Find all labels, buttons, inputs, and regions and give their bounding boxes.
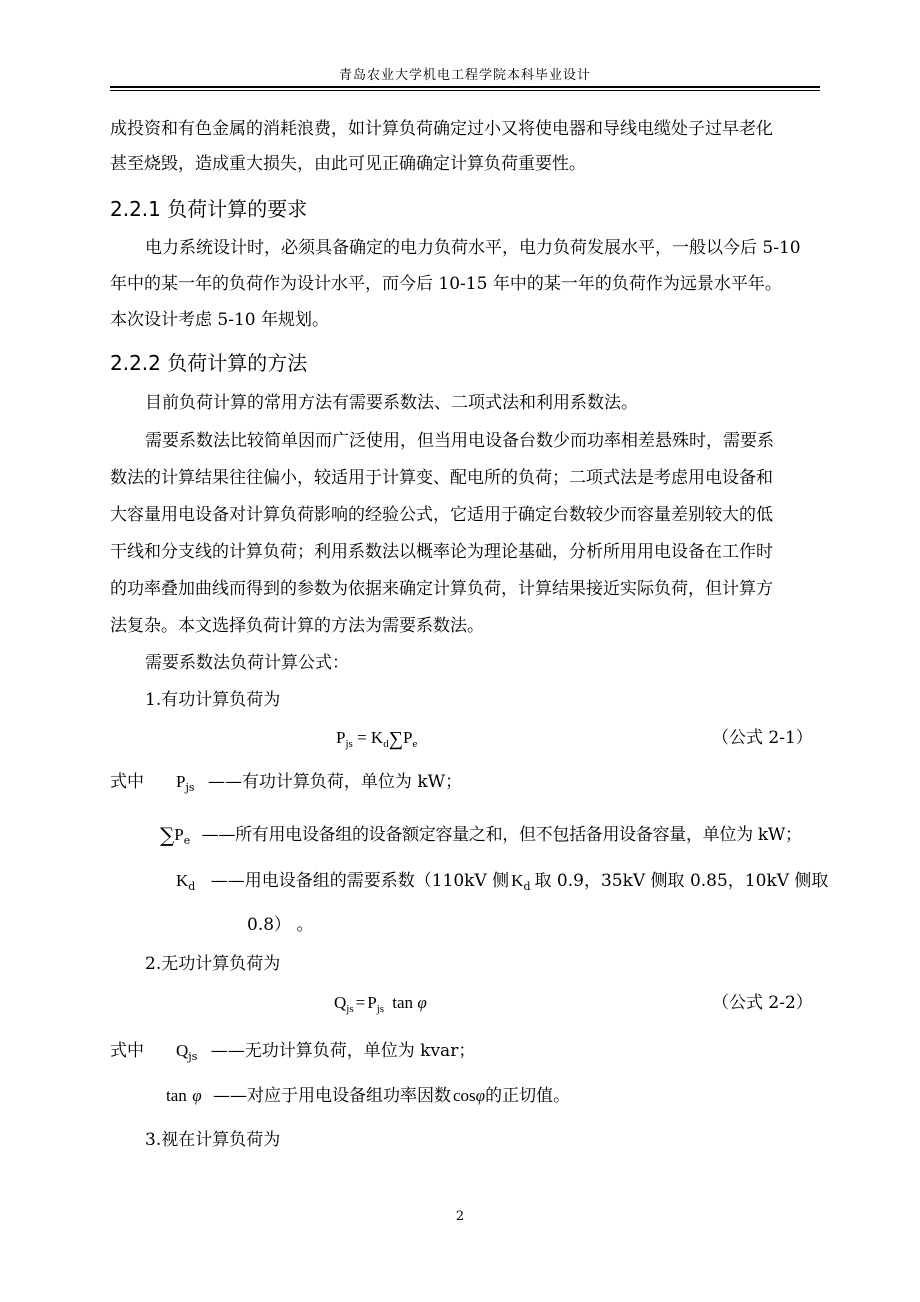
- section2-p2-line-5: 的功率叠加曲线而得到的参数为依据来确定计算负荷，计算结果接近实际负荷，但计算方: [110, 579, 773, 599]
- definition-text: 的正切值。: [485, 1086, 571, 1106]
- header-rule-thick: [110, 86, 820, 88]
- formula-symbol: φ: [417, 993, 427, 1012]
- inline-symbol: K: [511, 871, 524, 890]
- definition-kd: [176, 869, 828, 899]
- definition-qjs: [176, 1039, 475, 1069]
- formula-function: tan: [392, 993, 414, 1012]
- definition-pjs: [176, 770, 462, 800]
- definition-kd-continued: 0.8） 。: [247, 915, 314, 935]
- formula-subscript: js: [345, 738, 353, 750]
- section1-line-2: 年中的某一年的负荷作为设计水平，而今后 10-15 年中的某一年的负荷作为远景水平年。: [110, 274, 782, 294]
- definition-sum-pe: [160, 823, 802, 853]
- definition-function: tan: [166, 1086, 187, 1105]
- section2-paragraph-3: 需要系数法负荷计算公式：: [145, 653, 349, 673]
- section2-p2-line-2: 数法的计算结果往往偏小，较适用于计算变、配电所的负荷；二项式法是考虑用电设备和: [110, 468, 773, 488]
- inline-symbol: φ: [475, 1086, 486, 1105]
- formula-subscript: js: [376, 1003, 385, 1015]
- formula-subscript: e: [412, 738, 418, 750]
- intro-line-2: 甚至烧毁，造成重大损失，由此可见正确确定计算负荷重要性。: [110, 154, 586, 174]
- formula-symbol: P: [402, 728, 413, 747]
- item3-title: 3.视在计算负荷为: [145, 1130, 281, 1150]
- item1-title: 1.有功计算负荷为: [145, 690, 281, 710]
- header-rule-thin: [110, 90, 820, 91]
- definition-text: ——有功计算负荷，单位为 kW；: [207, 772, 463, 792]
- definition-subscript: d: [188, 880, 196, 893]
- section-heading-2-2-1: 2.2.1 负荷计算的要求: [110, 197, 308, 221]
- definition-symbol: Q: [176, 1041, 189, 1060]
- formula-subscript: js: [346, 1003, 354, 1015]
- formula-symbol: P: [367, 993, 377, 1012]
- inline-subscript: d: [523, 880, 531, 893]
- where-label: 式中: [110, 1041, 144, 1061]
- formula-tag-2-2: （公式 2-2）: [712, 993, 813, 1013]
- section2-p2-line-6: 法复杂。本文选择负荷计算的方法为需要系数法。: [110, 616, 484, 636]
- inline-function: cos: [453, 1086, 476, 1105]
- definition-subscript: e: [183, 834, 191, 847]
- definition-symbol: P: [174, 825, 184, 844]
- running-header: 青岛农业大学机电工程学院本科毕业设计: [338, 68, 591, 83]
- where-label: 式中: [110, 772, 144, 792]
- definition-text: ——用电设备组的需要系数（110kV 侧: [210, 871, 510, 891]
- formula-tag-2-1: （公式 2-1）: [712, 728, 813, 748]
- section2-p2-line-3: 大容量用电设备对计算负荷影响的经验公式，它适用于确定台数较少而容量差别较大的低: [110, 505, 773, 525]
- formula-2-1: [336, 726, 417, 756]
- formula-symbol: P: [336, 728, 346, 747]
- summation-sign: ∑: [388, 728, 403, 750]
- formula-equals: =: [355, 993, 366, 1012]
- formula-symbol: K: [370, 728, 384, 747]
- section2-p2-line-4: 干线和分支线的计算负荷；利用系数法以概率论为理论基础，分析所用用电设备在工作时: [110, 542, 773, 562]
- intro-line-1: 成投资和有色金属的消耗浪费，如计算负荷确定过小又将使电器和导线电缆处子过早老化: [110, 119, 773, 139]
- definition-tan-phi: [166, 1084, 570, 1108]
- summation-sign: ∑: [160, 823, 175, 847]
- definition-subscript: js: [188, 1050, 198, 1063]
- section2-p2-line-1: 需要系数法比较简单因而广泛使用，但当用电设备台数少而功率相差悬殊时，需要系: [145, 431, 774, 451]
- section1-line-1: 电力系统设计时，必须具备确定的电力负荷水平，电力负荷发展水平，一般以今后 5-10: [145, 238, 801, 258]
- definition-text: ——对应于用电设备组功率因数: [213, 1086, 451, 1106]
- formula-2-2: [334, 991, 427, 1021]
- definition-text: ——所有用电设备组的设备额定容量之和，但不包括备用设备容量，单位为 kW；: [201, 825, 802, 845]
- definition-text: ——无功计算负荷，单位为 kvar；: [210, 1041, 476, 1061]
- definition-text: 取 0.9，35kV 侧取 0.85，10kV 侧取: [534, 871, 829, 891]
- section2-paragraph-1: 目前负荷计算的常用方法有需要系数法、二项式法和利用系数法。: [145, 393, 638, 413]
- section-heading-2-2-2: 2.2.2 负荷计算的方法: [110, 351, 308, 375]
- page-number: 2: [455, 1209, 465, 1224]
- definition-symbol: P: [176, 772, 186, 791]
- definition-subscript: js: [185, 781, 195, 794]
- definition-symbol: K: [176, 871, 189, 890]
- formula-symbol: Q: [334, 993, 347, 1012]
- definition-symbol: φ: [192, 1086, 202, 1105]
- section1-line-3: 本次设计考虑 5-10 年规划。: [110, 310, 329, 330]
- formula-equals: =: [357, 728, 367, 747]
- item2-title: 2.无功计算负荷为: [145, 954, 281, 974]
- formula-subscript: d: [383, 738, 389, 750]
